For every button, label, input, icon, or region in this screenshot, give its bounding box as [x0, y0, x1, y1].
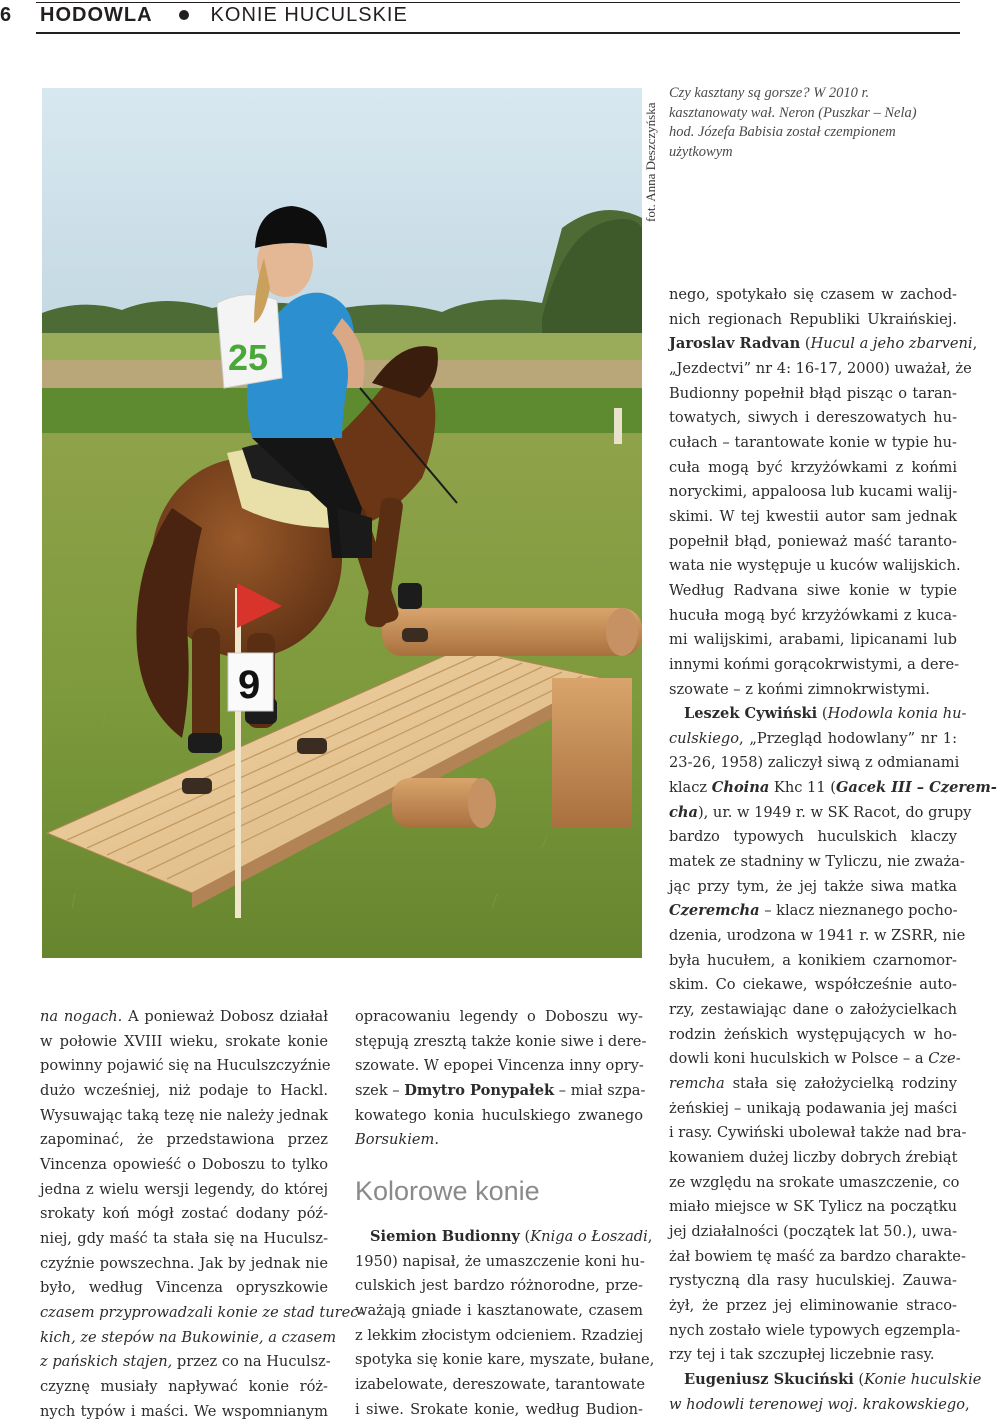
text-line: Siemion Budionny (Kniga o Łoszadi,: [370, 1227, 653, 1245]
text-line: Leszek Cywiński (Hodowla konia hu-: [684, 705, 967, 723]
text-line: szowate – z końmi zimnokrwistymi.: [669, 680, 930, 698]
text-line: skimi. W tej kwestii autor sam jednak: [669, 507, 957, 525]
text-line: kowatego konia huculskiego zwanego: [355, 1106, 643, 1124]
text-line: rzy, zestawiając dane o założycielkach: [669, 1001, 957, 1019]
text-line: żał bowiem tę maść za bardzo charakte-: [669, 1247, 966, 1265]
header-rule-top: [36, 2, 960, 3]
text-line: jej działalności (początek lat 50.), uwa-: [669, 1222, 957, 1240]
text-line: Według Radvana siwe konie w typie: [669, 581, 957, 599]
text-line: „Jezdectvi” nr 4: 16-17, 2000) uważał, że: [669, 359, 972, 377]
text-line: czyznę musiały napływać konie róż-: [40, 1377, 328, 1395]
section-name: HODOWLA: [40, 4, 153, 26]
text-line: cuła mogą być krzyżówkami z końmi: [669, 458, 957, 476]
text-line: culskich jest bardzo różnorodne, prze-: [355, 1277, 643, 1295]
text-line: hucuła mogą być krzyżówkami z kuca-: [669, 606, 957, 624]
fence-number-sign: 9: [238, 663, 261, 707]
text-column-1: [40, 1005, 364, 1424]
text-line: z lekkim złocistym odcieniem. Rzadziej: [355, 1326, 644, 1344]
text-line: powinny pojawić się na Huculszczyźnie: [40, 1057, 331, 1075]
text-line: w hodowli terenowej woj. krakowskiego,: [669, 1395, 970, 1413]
text-line: szowate. W epopei Vincenza inny opry-: [355, 1057, 644, 1075]
text-line: innymi końmi gorącokrwistymi, a dere-: [669, 655, 960, 673]
text-line: nego, spotykało się czasem w zachod-: [669, 286, 957, 303]
text-line: Vincenza opowieść o Doboszu to tylko: [40, 1155, 328, 1173]
article-photo: [42, 88, 642, 958]
caption-line: Czy kasztany są gorsze? W 2010 r.: [669, 85, 870, 101]
text-line: 23-26, 1958) zaliczył siwą z odmianami: [669, 754, 960, 772]
text-line: kich, ze stepów na Bukowinie, a czasem: [40, 1328, 337, 1346]
text-line: Czeremcha – klacz nieznanego pocho-: [669, 902, 958, 920]
text-line: opracowaniu legendy o Doboszu wy-: [355, 1008, 643, 1025]
text-line: rodzin żeńskich występujących w ho-: [669, 1025, 957, 1043]
caption-line: hod. Józefa Babisia został czempionem: [669, 124, 896, 140]
photo-credit: fot. Anna Deszczyńska: [643, 102, 658, 222]
text-line: matek ze stadniny w Tyliczu, nie zważa-: [669, 853, 965, 871]
text-line: zapominać, że przedstawiona przez: [40, 1131, 328, 1149]
text-line: nych zostało wiele typowych egzempla-: [669, 1321, 961, 1339]
text-line: Budionny popełnił błąd pisząc o taran-: [669, 384, 957, 402]
text-line: srokaty koń mógł zostać dodany póź-: [40, 1205, 328, 1223]
photo-caption: [669, 84, 944, 162]
text-line: Jaroslav Radvan (Hucul a jeho zbarveni,: [669, 335, 978, 353]
text-column-3: [669, 283, 997, 1417]
text-line: Eugeniusz Skuciński (Konie huculskie: [684, 1370, 982, 1388]
text-line: rzy tej i tak szczupłej liczebnie rasy.: [669, 1346, 935, 1364]
text-line: dużo wcześniej, niż podaje to Hackl.: [40, 1081, 328, 1099]
text-line: Wysuwając taką tezę nie należy jednak: [40, 1106, 329, 1124]
header-rule-bottom: [36, 32, 960, 34]
text-line: i rasy. Cywiński ubolewał także nad bra-: [669, 1124, 967, 1142]
text-line: 1950) napisał, że umaszczenie koni hu-: [355, 1252, 645, 1270]
text-line: kowaniem dużej liczby dobrych źrebiąt: [669, 1148, 958, 1166]
text-line: nich regionach Republiki Ukraińskiej.: [669, 310, 957, 328]
text-line: wata nie występuje u kuców walijskich.: [669, 557, 961, 575]
caption-line: kasztanowaty wał. Neron (Puszkar – Nela): [669, 104, 917, 121]
text-line: dzenia, urodzona w 1941 r. w ZSRR, nie: [669, 927, 966, 945]
text-line: stępują zresztą także konie siwe i dere-: [355, 1032, 647, 1050]
text-line: ze względu na srokate umaszczenie, co: [669, 1173, 960, 1191]
text-line: izabelowate, dereszowate, tarantowate: [355, 1375, 645, 1393]
text-line: dowli koni huculskich w Polsce – a Cze-: [669, 1050, 961, 1068]
text-line: culskiego, „Przegląd hodowlany” nr 1:: [669, 729, 957, 747]
text-line: była hucułem, a konikiem czarnomor-: [669, 951, 957, 969]
text-line: ważają gniade i kasztanowate, czasem: [355, 1301, 643, 1319]
text-line: czyźnie powszechna. Jak by jednak nie: [40, 1254, 328, 1272]
bullet-icon: [179, 10, 189, 20]
text-line: nych typów i maści. We wspomnianym: [40, 1402, 328, 1420]
caption-line: użytkowym: [669, 143, 733, 160]
text-line: rystyczną dla rasy huculskiej. Zauwa-: [669, 1272, 957, 1290]
text-line: żył, że przez jej eliminowanie straco-: [669, 1296, 957, 1314]
section-subheading: Kolorowe konie: [355, 1175, 540, 1206]
page-number: 6: [0, 4, 12, 26]
text-line: cha), ur. w 1949 r. w SK Racot, do grupy: [669, 803, 972, 821]
section-title: [40, 4, 408, 27]
text-line: bardzo typowych huculskich klaczy: [669, 828, 957, 846]
text-line: i siwe. Srokate konie, według Budion-: [355, 1400, 643, 1418]
text-line: miało miejsce w SK Tylicz na początku: [669, 1198, 957, 1216]
text-line: szek – Dmytro Ponypałek – miał szpa-: [355, 1081, 646, 1099]
page-topic: KONIE HUCULSKIE: [210, 4, 408, 26]
text-line: z pańskich stajen, przez co na Huculsz-: [40, 1353, 331, 1371]
text-line: skim. Co ciekawe, współcześnie auto-: [669, 976, 957, 994]
text-line: klacz Choina Khc 11 (Gacek III – Czerem-: [669, 779, 997, 797]
text-line: jedna z wielu wersji legendy, do której: [40, 1180, 328, 1198]
text-line: było, według Vincenza opryszkowie: [40, 1279, 328, 1297]
text-line: Borsukiem.: [355, 1131, 440, 1149]
text-column-2: [355, 1005, 655, 1422]
text-line: mi walijskimi, arabami, lipicanami lub: [669, 631, 957, 649]
text-line: żeńskiej – unikają podawania jej maści: [669, 1099, 957, 1117]
text-line: na nogach. A ponieważ Dobosz działał: [40, 1008, 328, 1025]
text-line: czasem przyprowadzali konie ze stad turec-: [40, 1303, 364, 1321]
text-line: remcha stała się założycielką rodziny: [669, 1075, 957, 1092]
text-line: noryckimi, appaloosa lub kucami walij-: [669, 483, 958, 501]
text-line: w połowie XVIII wieku, srokate konie: [40, 1032, 328, 1050]
rider-bib-number: 25: [228, 337, 269, 378]
text-line: spotyka się konie kare, myszate, bułane,: [355, 1351, 655, 1369]
text-line: popełnił błąd, ponieważ maść taranto-: [669, 532, 957, 550]
text-line: jąc przy tym, że jej także siwa matka: [669, 877, 957, 895]
text-line: towatych, siwych i dereszowatych hu-: [669, 409, 957, 427]
text-line: cułach – tarantowate konie w typie hu-: [669, 433, 957, 451]
text-line: niej, gdy maść ta stała się na Huculsz-: [40, 1229, 328, 1247]
